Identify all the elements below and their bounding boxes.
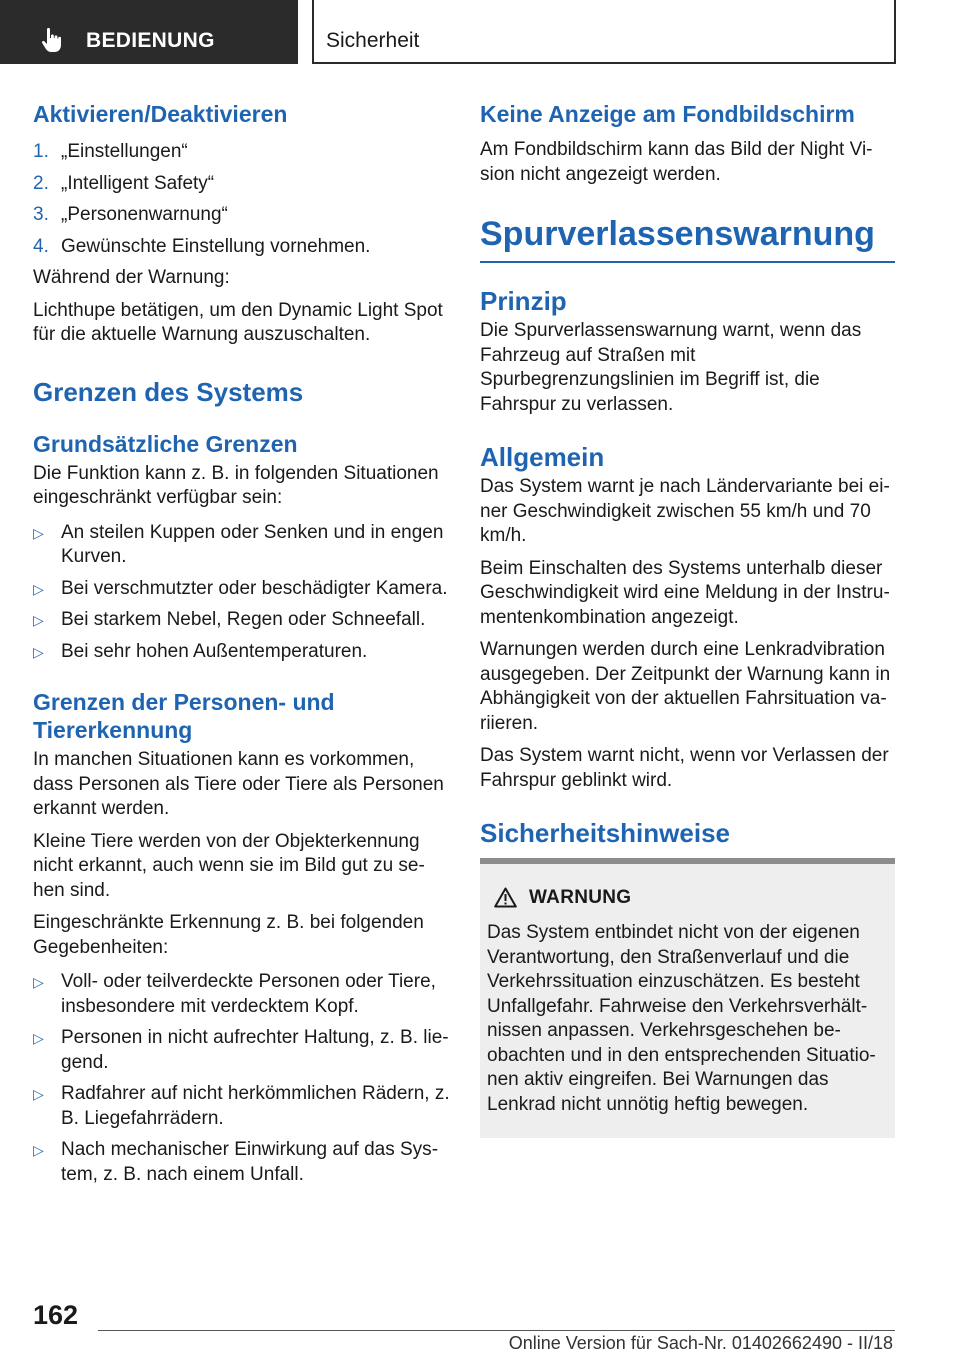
subsection-title: Sicherheit bbox=[326, 29, 420, 52]
activate-heading: Aktivieren/Deaktivieren bbox=[33, 101, 288, 127]
paragraph: Während der Warnung: bbox=[33, 267, 230, 288]
list-item bbox=[33, 235, 450, 260]
step-text: „Einstellungen“ bbox=[61, 141, 188, 162]
list-item bbox=[33, 140, 450, 165]
page-header bbox=[0, 0, 960, 66]
step-text: „Intelligent Safety“ bbox=[61, 172, 215, 194]
basic-limits-list bbox=[33, 521, 450, 665]
warning-header bbox=[487, 886, 888, 914]
footer-rule bbox=[98, 1330, 895, 1331]
paragraph: Kleine Tiere werden von der Objekterkennung nicht erkannt, auch wenn sie im Bild gut zu sehen sind. bbox=[33, 830, 425, 901]
list-item bbox=[33, 521, 450, 570]
list-item-text: Bei sehr hohen Außentemperaturen. bbox=[61, 640, 368, 662]
paragraph: Am Fondbildschirm kann das Bild der Night Vision nicht angezeigt werden. bbox=[480, 139, 873, 185]
chapter-title: Spurverlassenswarnung bbox=[480, 215, 875, 253]
bullet-triangle-icon: ▷ bbox=[33, 1142, 44, 1158]
subsection-tab bbox=[312, 0, 896, 64]
safety-heading: Sicherheitshinweise bbox=[480, 818, 730, 848]
list-item bbox=[33, 640, 450, 665]
list-item bbox=[33, 1138, 450, 1187]
left-column bbox=[33, 100, 450, 1194]
step-text: Gewünschte Einstellung vornehmen. bbox=[61, 235, 371, 257]
bullet-triangle-icon: ▷ bbox=[33, 524, 44, 541]
list-item-text: Bei starkem Nebel, Regen oder Schneefall. bbox=[61, 609, 426, 630]
list-item bbox=[33, 1026, 450, 1075]
list-item-text: Voll- oder teilverdeckte Personen oder Tiere, insbesondere mit verdecktem Kopf. bbox=[61, 971, 436, 1017]
warning-box bbox=[480, 858, 895, 1138]
list-item-text: Bei verschmutzter oder beschädigter Kamera. bbox=[61, 577, 448, 599]
list-item bbox=[33, 203, 450, 228]
bullet-triangle-icon: ▷ bbox=[33, 580, 44, 597]
paragraph: Eingeschränkte Erkennung z. B. bei folgenden Gegebenheiten: bbox=[33, 912, 424, 958]
list-item bbox=[33, 608, 450, 633]
principle-heading: Prinzip bbox=[480, 286, 567, 316]
section-tab bbox=[0, 0, 298, 64]
paragraph: Die Spurverlassenswarnung warnt, wenn das Fahrzeug auf Straßen mit Spurbegrenzungslinien im Begriff ist, die Fahrspur zu verlassen. bbox=[480, 320, 862, 415]
list-item-text: Radfahrer auf nicht herkömmlichen Rädern, z. B. Liegefahrrädern. bbox=[61, 1083, 450, 1129]
bullet-triangle-icon: ▷ bbox=[33, 1086, 44, 1102]
step-number: 2. bbox=[33, 172, 49, 194]
general-heading: Allgemein bbox=[480, 442, 605, 472]
list-item-text: Nach mechanischer Einwirkung auf das System, z. B. nach einem Unfall. bbox=[61, 1139, 439, 1185]
paragraph: Lichthupe betätigen, um den Dynamic Light Spot für die aktuelle Warnung auszuschalten. bbox=[33, 299, 443, 345]
step-number: 4. bbox=[33, 235, 49, 257]
step-number: 3. bbox=[33, 204, 49, 225]
hand-pointer-icon bbox=[40, 27, 66, 53]
chapter-title-rule bbox=[480, 261, 895, 263]
paragraph: Das System warnt je nach Ländervariante bei einer Geschwindigkeit zwischen 55 km/h und 70 km/h. bbox=[480, 476, 890, 546]
list-item bbox=[33, 172, 450, 197]
recognition-list bbox=[33, 970, 450, 1187]
paragraph: Beim Einschalten des Systems unterhalb dieser Geschwindigkeit wird eine Meldung in der Instrumentenkombination angezeigt. bbox=[480, 557, 890, 628]
recognition-heading: Grenzen der Personen- und Tiererkennung bbox=[33, 689, 335, 743]
list-item bbox=[33, 1082, 450, 1131]
list-item-text: An steilen Kuppen oder Senken und in engen Kurven. bbox=[61, 521, 444, 567]
list-item-text: Personen in nicht aufrechter Haltung, z. B. liegend. bbox=[61, 1027, 449, 1073]
bullet-triangle-icon: ▷ bbox=[33, 612, 44, 628]
list-item bbox=[33, 970, 450, 1019]
page-number: 162 bbox=[33, 1300, 79, 1330]
list-item bbox=[33, 577, 450, 602]
bullet-triangle-icon: ▷ bbox=[33, 1030, 44, 1046]
paragraph: Warnungen werden durch eine Lenkradvibration ausgegeben. Der Zeitpunkt der Warnung kann in Abhängigkeit von der aktuellen Fahrsituation variieren. bbox=[480, 639, 891, 734]
rear-display-heading: Keine Anzeige am Fondbildschirm bbox=[480, 101, 855, 127]
warning-label: WARNUNG bbox=[529, 887, 632, 908]
step-number: 1. bbox=[33, 141, 49, 162]
basic-limits-heading: Grundsätzliche Grenzen bbox=[33, 430, 298, 457]
section-title: BEDIENUNG bbox=[86, 29, 215, 52]
right-column bbox=[480, 100, 895, 849]
limits-heading: Grenzen des Systems bbox=[33, 376, 304, 407]
warning-text: Das System entbindet nicht von der eigenen Verantwortung, den Straßenverlauf und die Verkehrssituation einzuschätzen. Es besteht Unfallgefahr. Fahrweise den Verkehrsverhältnissen anpassen. Verkehrsgeschehen beobachten und in den entsprechenden Situationen aktiv eingreifen. Bei Warnungen das Lenkrad nicht unnötig heftig bewegen. bbox=[487, 922, 876, 1115]
warning-triangle-icon bbox=[494, 887, 517, 908]
bullet-triangle-icon: ▷ bbox=[33, 974, 44, 990]
footer-version: Online Version für Sach-Nr. 01402662490 - II/18 bbox=[508, 1333, 893, 1353]
activate-steps bbox=[33, 140, 450, 259]
bullet-triangle-icon: ▷ bbox=[33, 643, 44, 660]
step-text: „Personenwarnung“ bbox=[61, 204, 228, 225]
paragraph: Die Funktion kann z. B. in folgenden Situationen eingeschränkt verfügbar sein: bbox=[33, 462, 439, 508]
paragraph: In manchen Situationen kann es vorkommen, dass Personen als Tiere oder Tiere als Personen erkannt werden. bbox=[33, 749, 444, 819]
paragraph: Das System warnt nicht, wenn vor Verlassen der Fahrspur geblinkt wird. bbox=[480, 745, 889, 791]
